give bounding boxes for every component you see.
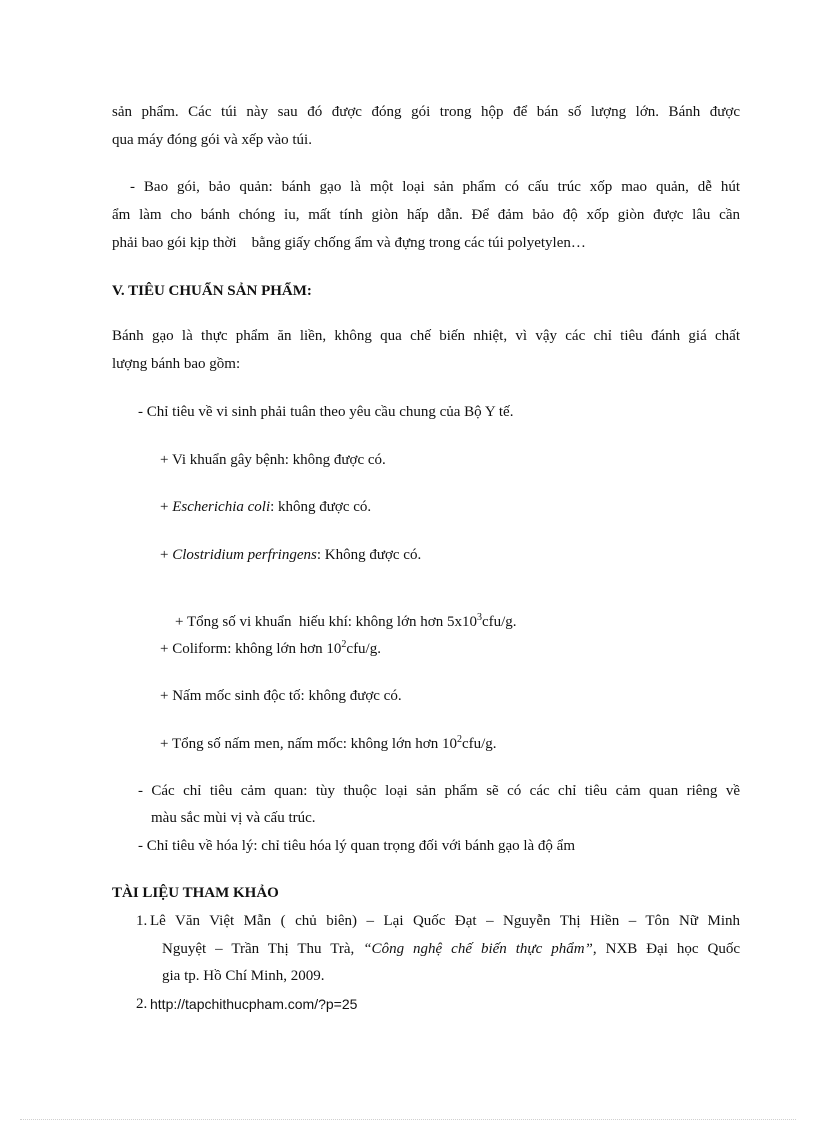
yeast-text: + Tổng số nấm men, nấm mốc: không lớn hơn 10 — [160, 736, 457, 752]
ecoli-prefix: + — [160, 499, 173, 515]
para1-line1: sản phẩm. Các túi này sau đó được đóng gói trong hộp để bán số lượng lớn. Bánh được — [112, 104, 740, 120]
ref2-url[interactable]: http://tapchithucpham.com/?p=25 — [150, 996, 358, 1012]
criteria-coliform — [160, 639, 381, 659]
criteria-chemical: - Chỉ tiêu về hóa lý: chỉ tiêu hóa lý quan trọng đối với bánh gạo là độ ẩm — [138, 838, 576, 854]
criteria-yeast — [160, 734, 497, 754]
ref1-line3: gia tp. Hồ Chí Minh, 2009. — [162, 968, 325, 984]
criteria-micro: - Chỉ tiêu về vi sinh phải tuân theo yêu cầu chung của Bộ Y tế. — [138, 404, 514, 420]
aerobic-exponent: 3 — [476, 612, 482, 623]
aerobic-text: + Tổng số vi khuẩn hiếu khí: không lớn hơn 5x10 — [175, 614, 477, 630]
coliform-exponent: 2 — [341, 639, 347, 650]
para2-line2: ẩm làm cho bánh chóng ỉu, mất tính giòn hấp dẫn. Để đảm bảo độ xốp giòn được lâu cần — [112, 207, 740, 223]
yeast-exponent: 2 — [456, 734, 462, 745]
criteria-ecoli — [160, 497, 371, 517]
criteria-sensory-line1: - Các chỉ tiêu cảm quan: tùy thuộc loại sản phẩm sẽ có các chỉ tiêu cảm quan riêng về — [138, 783, 740, 799]
criteria-clostridium — [160, 545, 421, 565]
criteria-toxic-mold: + Nấm mốc sinh độc tố: không được có. — [160, 688, 402, 704]
ref1-authors: Nguyệt – Trần Thị Thu Trà, — [162, 941, 364, 957]
para2-line1: - Bao gói, bảo quản: bánh gạo là một loại sản phẩm có cấu trúc xốp mao quản, dễ hút — [130, 179, 740, 195]
ref1-line1: Lê Văn Việt Mẫn ( chủ biên) – Lại Quốc Đạt – Nguyễn Thị Hiền – Tôn Nữ Minh — [150, 913, 740, 929]
aerobic-unit: cfu/g. — [481, 614, 517, 630]
ecoli-name: Escherichia coli — [172, 499, 271, 515]
intro-line1: Bánh gạo là thực phẩm ăn liền, không qua chế biến nhiệt, vì vậy các chỉ tiêu đánh giá chất — [112, 328, 740, 344]
criteria-sensory-line2: màu sắc mùi vị và cấu trúc. — [151, 810, 316, 826]
ref1-publisher: , NXB Đại học Quốc — [592, 941, 740, 957]
page-bottom-divider — [20, 1119, 796, 1120]
ref1-title: “Công nghệ chế biến thực phẩm” — [363, 941, 593, 957]
coliform-unit: cfu/g. — [346, 641, 381, 657]
references-heading: TÀI LIỆU THAM KHẢO — [112, 885, 279, 901]
yeast-unit: cfu/g. — [461, 736, 497, 752]
criteria-pathogen: + Vi khuẩn gây bệnh: không được có. — [160, 452, 386, 468]
clost-rest: : Không được có. — [316, 547, 422, 563]
ref1-line2 — [162, 939, 740, 959]
para1-line2: qua máy đóng gói và xếp vào túi. — [112, 132, 312, 148]
para2-line3: phải bao gói kịp thời bằng giấy chống ẩm và đựng trong các túi polyetylen… — [112, 235, 586, 251]
ref2-number: 2. — [136, 996, 148, 1012]
section-heading: V. TIÊU CHUẨN SẢN PHẨM: — [112, 283, 312, 299]
clost-name: Clostridium perfringens — [172, 547, 317, 563]
coliform-text: + Coliform: không lớn hơn 10 — [160, 641, 342, 657]
ecoli-rest: : không được có. — [270, 499, 372, 515]
clost-prefix: + — [160, 547, 173, 563]
ref1-number: 1. — [136, 913, 148, 929]
intro-line2: lượng bánh bao gồm: — [112, 356, 241, 372]
